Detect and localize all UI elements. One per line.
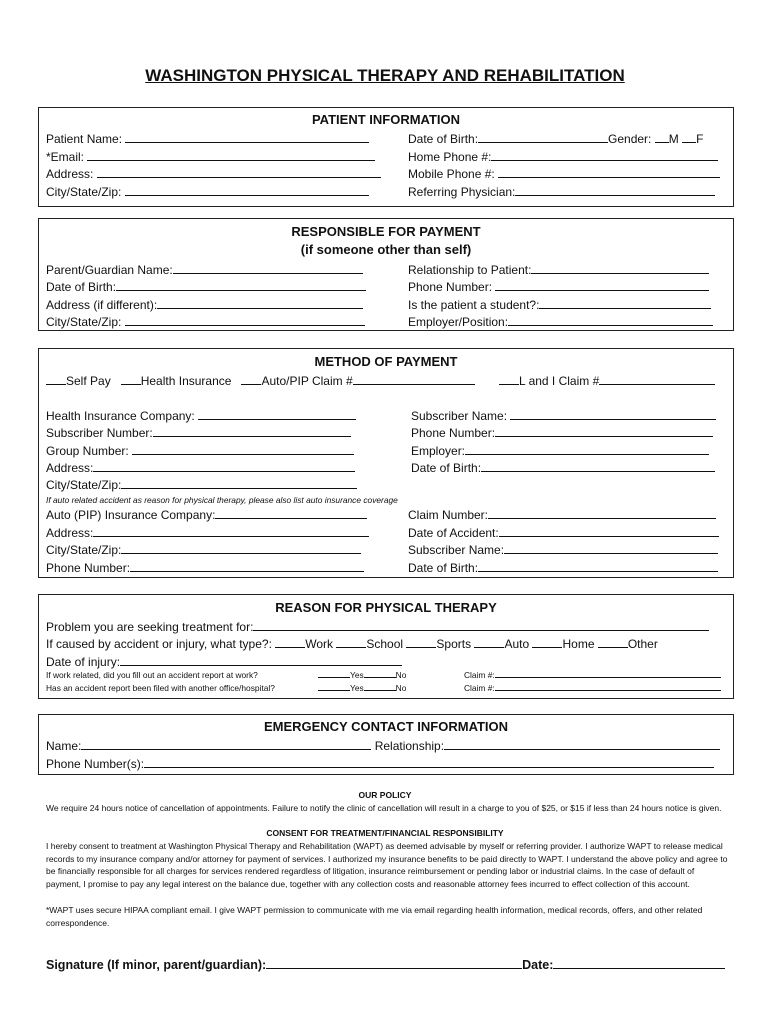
email-row [46, 149, 375, 164]
field-label: Auto (PIP) Insurance Company: [46, 508, 216, 522]
insurance-dob-field[interactable] [481, 460, 715, 472]
field-label: Date of injury: [46, 655, 121, 669]
sports-checkbox[interactable] [406, 636, 436, 648]
subscriber-name-field[interactable] [510, 408, 716, 420]
field-label: Health Insurance Company: [46, 409, 195, 423]
accident-date-field[interactable] [499, 525, 719, 537]
section-header: REASON FOR PHYSICAL THERAPY [275, 600, 497, 615]
consent-header: CONSENT FOR TREATMENT/FINANCIAL RESPONSIBILITY [266, 828, 504, 838]
pip-company-row [46, 507, 367, 522]
problem-row [46, 619, 709, 634]
emergency-phone-field[interactable] [144, 756, 714, 768]
home-checkbox[interactable] [532, 636, 562, 648]
relationship-field[interactable] [531, 262, 709, 274]
option-label: School [366, 637, 404, 651]
no-label: No [395, 683, 407, 693]
relationship-row [408, 262, 709, 277]
option-label: Work [305, 637, 334, 651]
other-report-question: Has an accident report been filed with another office/hospital? [46, 683, 275, 693]
work-report-no-field[interactable] [364, 669, 396, 678]
address-field[interactable] [97, 166, 381, 178]
city-state-zip-field[interactable] [125, 184, 369, 196]
emergency-name-field[interactable] [81, 738, 371, 750]
signature-label: Signature (If minor, parent/guardian): [46, 958, 267, 972]
field-label: Date of Birth: [408, 561, 479, 575]
work-report-yes-field[interactable] [318, 669, 350, 678]
li-checkbox[interactable] [499, 373, 519, 385]
field-label: If caused by accident or injury, what type?: [46, 637, 272, 651]
school-checkbox[interactable] [336, 636, 366, 648]
insurance-phone-row [411, 425, 713, 440]
hipaa-text: *WAPT uses secure HIPAA compliant email. I give WAPT permission to communicate with me via email regarding health information, medical records, offers, and other related correspondence. [46, 905, 703, 928]
group-number-field[interactable] [132, 443, 354, 455]
consent-text: I hereby consent to treatment at Washington Physical Therapy and Rehabilitation (WAPT) as deemed advisable by myself or referring provider. I authorize WAPT to release medical records to my insurance company and/or attorney for payment of services. I authorized my insurance benefits to be paid directly to WAPT. I understand the above policy and agree to be financially responsible for all charges for services rendered regardless of litigation, insurance reimbursement or pending labor or industrial claims. In the case of default of payment, I promise to pay any legal interest on the balance due, together with any collection costs and reasonable attorney fees incurred to effect collection of this account. [46, 841, 728, 889]
field-label: City/State/Zip: [46, 478, 122, 492]
other-checkbox[interactable] [598, 636, 628, 648]
pip-phone-field[interactable] [130, 560, 364, 572]
field-label: Name: [46, 739, 82, 753]
li-claim-field[interactable] [599, 373, 715, 385]
guardian-csz-row [46, 314, 365, 329]
field-label: Claim #: [464, 670, 495, 680]
student-field[interactable] [539, 297, 711, 309]
option-label: Auto/PIP Claim # [261, 374, 353, 388]
injury-type-row [46, 636, 658, 651]
group-number-row [46, 443, 354, 458]
other-report-answer [318, 681, 406, 695]
field-label: Subscriber Name: [411, 409, 508, 423]
home-phone-row [408, 149, 718, 164]
insurance-company-field[interactable] [198, 408, 356, 420]
section-header: EMERGENCY CONTACT INFORMATION [263, 719, 509, 734]
signature-row [46, 956, 725, 972]
other-claim-row [464, 681, 721, 695]
employer-position-row [408, 314, 713, 329]
subscriber-number-field[interactable] [153, 425, 351, 437]
field-label: Referring Physician: [408, 185, 516, 199]
injury-date-row [46, 654, 402, 669]
signature-date-field[interactable] [553, 956, 725, 969]
self-pay-checkbox[interactable] [46, 373, 66, 385]
field-label: Phone Number: [408, 280, 493, 294]
dob-field[interactable] [478, 131, 608, 143]
gender-label: Gender: [608, 132, 652, 146]
dob-gender-row [408, 131, 703, 146]
email-field[interactable] [87, 149, 375, 161]
field-label: City/State/Zip: [46, 185, 122, 199]
gender-f-field[interactable] [682, 131, 696, 143]
work-checkbox[interactable] [275, 636, 305, 648]
patient-name-field[interactable] [125, 131, 369, 143]
guardian-csz-field[interactable] [125, 314, 365, 326]
option-label: L and I Claim # [519, 374, 600, 388]
li-claim-row [499, 373, 715, 388]
field-label: *Email: [46, 150, 85, 164]
other-report-no-field[interactable] [364, 682, 396, 691]
pip-csz-row [46, 542, 361, 557]
work-report-answer [318, 668, 406, 682]
yes-label: Yes [350, 683, 364, 693]
field-label: Subscriber Name: [408, 543, 505, 557]
pip-dob-field[interactable] [478, 560, 718, 572]
insurance-csz-row [46, 477, 357, 492]
field-label: Is the patient a student?: [408, 298, 540, 312]
insurance-company-row [46, 408, 356, 423]
field-label: Patient Name: [46, 132, 123, 146]
field-label: Mobile Phone #: [408, 167, 495, 181]
field-label: Date of Birth: [46, 280, 117, 294]
auto-pip-claim-field[interactable] [353, 373, 475, 385]
field-label: Phone Number: [46, 561, 131, 575]
referring-physician-row [408, 184, 715, 199]
mobile-phone-field[interactable] [498, 166, 720, 178]
field-label: City/State/Zip: [46, 315, 122, 329]
emergency-phone-row [46, 756, 714, 771]
employer-position-field[interactable] [508, 314, 713, 326]
gender-m-field[interactable] [655, 131, 669, 143]
option-label: Other [627, 637, 658, 651]
work-report-question: If work related, did you fill out an accident report at work? [46, 670, 258, 680]
field-label: Date of Birth: [408, 132, 479, 146]
guardian-dob-field[interactable] [116, 279, 366, 291]
section-subheader: (if someone other than self) [300, 242, 472, 257]
gender-f-label: F [696, 132, 704, 146]
option-label: Home [562, 637, 595, 651]
accident-date-row [408, 525, 719, 540]
other-report-yes-field[interactable] [318, 682, 350, 691]
referring-physician-field[interactable] [515, 184, 715, 196]
field-label: Home Phone #: [408, 150, 492, 164]
work-claim-row [464, 668, 721, 682]
insurance-employer-row [411, 443, 709, 458]
work-claim-field[interactable] [495, 669, 721, 678]
section-header: PATIENT INFORMATION [311, 112, 461, 127]
field-label: Employer: [411, 444, 466, 458]
field-label: Relationship: [374, 739, 445, 753]
field-label: Date of Accident: [408, 526, 499, 540]
field-label: Address: [46, 526, 94, 540]
field-label: Address: [46, 461, 94, 475]
guardian-name-field[interactable] [173, 262, 363, 274]
pip-subscriber-row [408, 542, 718, 557]
field-label: Phone Number: [411, 426, 496, 440]
insurance-address-row [46, 460, 355, 475]
field-label: Relationship to Patient: [408, 263, 532, 277]
guardian-phone-field[interactable] [495, 279, 709, 291]
section-header: RESPONSIBLE FOR PAYMENT [291, 224, 481, 239]
insurance-employer-field[interactable] [465, 443, 709, 455]
insurance-dob-row [411, 460, 715, 475]
policy-header: OUR POLICY [358, 790, 412, 800]
insurance-address-field[interactable] [93, 460, 355, 472]
injury-date-field[interactable] [120, 654, 402, 666]
option-label: Health Insurance [140, 374, 232, 388]
student-row [408, 297, 711, 312]
guardian-address-field[interactable] [157, 297, 363, 309]
field-label: City/State/Zip: [46, 543, 122, 557]
address-row [46, 166, 381, 181]
city-state-zip-row [46, 184, 369, 199]
field-label: Parent/Guardian Name: [46, 263, 173, 277]
pip-subscriber-field[interactable] [504, 542, 718, 554]
other-claim-field[interactable] [495, 682, 721, 691]
claim-number-field[interactable] [488, 507, 716, 519]
field-label: Group Number: [46, 444, 129, 458]
payment-options-row [46, 373, 475, 388]
field-label: Phone Number(s): [46, 757, 145, 771]
pip-address-field[interactable] [93, 525, 369, 537]
guardian-address-row [46, 297, 363, 312]
subscriber-number-row [46, 425, 351, 440]
no-label: No [395, 670, 407, 680]
auto-pip-checkbox[interactable] [241, 373, 261, 385]
mobile-phone-row [408, 166, 720, 181]
date-label: Date: [522, 958, 554, 972]
problem-field[interactable] [253, 619, 709, 631]
guardian-dob-row [46, 279, 366, 294]
gender-m-label: M [668, 132, 679, 146]
auto-note: If auto related accident as reason for physical therapy, please also list auto insurance coverage [46, 495, 398, 505]
option-label: Auto [504, 637, 530, 651]
home-phone-field[interactable] [491, 149, 718, 161]
insurance-phone-field[interactable] [495, 425, 713, 437]
emergency-relationship-field[interactable] [444, 738, 720, 750]
field-label: Address: [46, 167, 94, 181]
field-label: Address (if different): [46, 298, 158, 312]
guardian-name-row [46, 262, 363, 277]
pip-company-field[interactable] [215, 507, 367, 519]
policy-text: We require 24 hours notice of cancellation of appointments. Failure to notify the clinic of cancellation will result in a charge to you of $25, or $15 if less than 24 hours notice is given. [46, 803, 722, 813]
signature-field[interactable] [266, 956, 522, 969]
section-header: METHOD OF PAYMENT [314, 354, 458, 369]
health-insurance-checkbox[interactable] [121, 373, 141, 385]
field-label: Employer/Position: [408, 315, 509, 329]
pip-csz-field[interactable] [121, 542, 361, 554]
field-label: Subscriber Number: [46, 426, 153, 440]
form-title: WASHINGTON PHYSICAL THERAPY AND REHABILITATION [145, 66, 625, 85]
guardian-phone-row [408, 279, 709, 294]
field-label: Date of Birth: [411, 461, 482, 475]
pip-phone-row [46, 560, 364, 575]
subscriber-name-row [411, 408, 716, 423]
claim-number-row [408, 507, 716, 522]
field-label: Claim #: [464, 683, 495, 693]
patient-name-row [46, 131, 369, 146]
insurance-csz-field[interactable] [121, 477, 357, 489]
option-label: Sports [436, 637, 472, 651]
emergency-name-row [46, 738, 720, 753]
option-label: Self Pay [66, 374, 111, 388]
pip-address-row [46, 525, 369, 540]
yes-label: Yes [350, 670, 364, 680]
field-label: Problem you are seeking treatment for: [46, 620, 254, 634]
auto-checkbox[interactable] [474, 636, 504, 648]
pip-dob-row [408, 560, 718, 575]
field-label: Claim Number: [408, 508, 489, 522]
